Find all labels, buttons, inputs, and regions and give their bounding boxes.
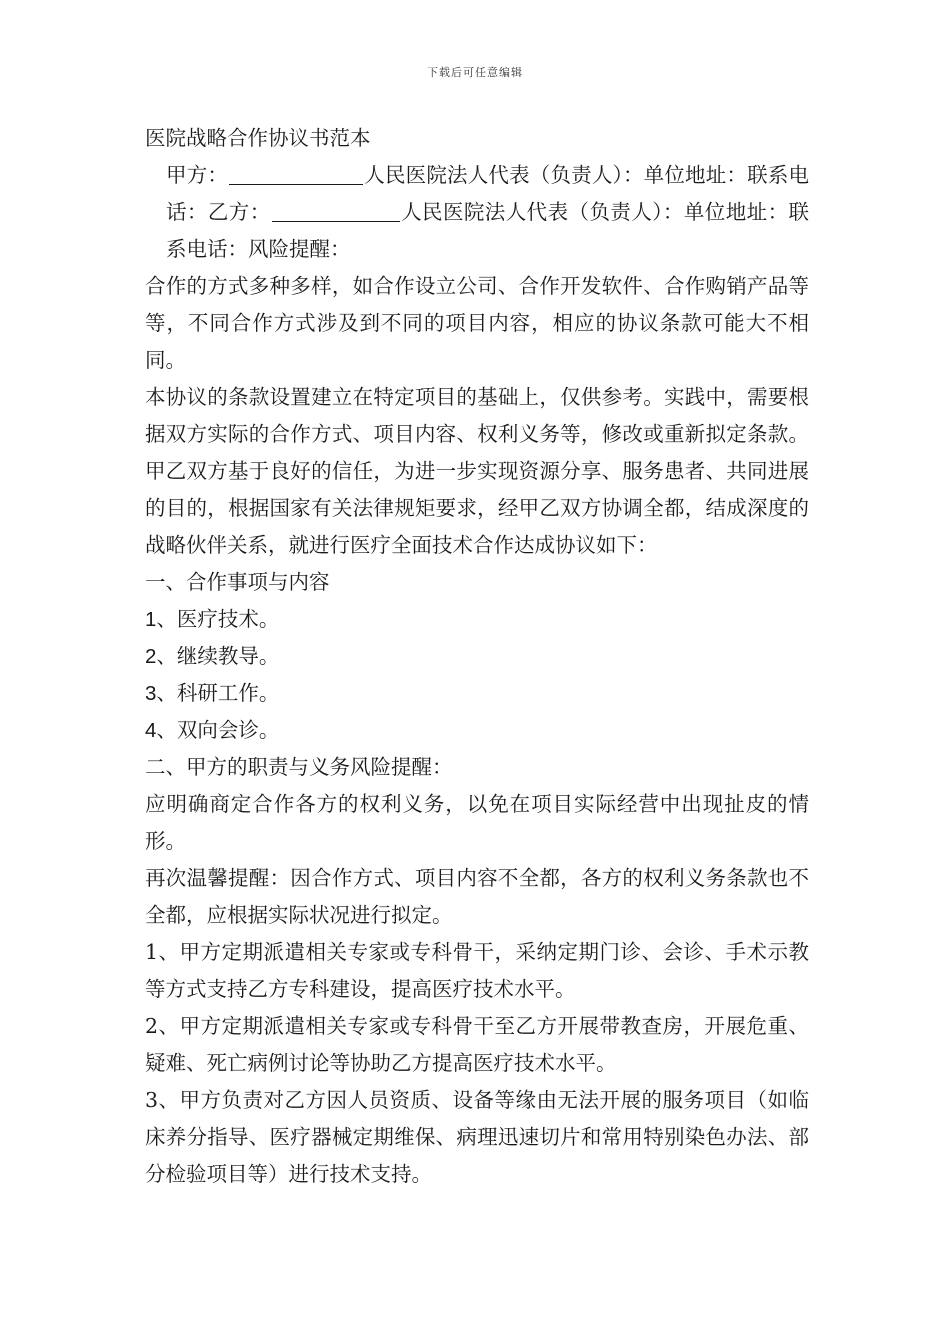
party-b-details: 人民医院法人代表（负责人）：单位地址：联系电话：风险提醒： [166,200,810,261]
list-item: 2、继续教导。 [145,645,280,668]
paragraph: 本协议的条款设置建立在特定项目的基础上，仅供参考。实践中，需要根据双方实际的合作方式、项目内容、权利义务等，修改或重新拟定条款。 甲乙双方基于良好的信任，为进一步实现资源分享、服务患者、共同进展的目的，根据国家有关法律规矩要求，经甲乙双方协调全都，结成深度的战略伙伴关系，就进行医疗全面技术合作达成协议如下： [145,385,809,557]
party-b-blank [272,199,400,222]
party-a-blank [229,162,363,185]
list-item: 1、甲方定期派遣相关专家或专科骨干，采纳定期门诊、会诊、手术示教等方式支持乙方专科建设，提高医疗技术水平。 [145,940,809,1001]
list-item: 3、科研工作。 [145,682,280,705]
list-item: 2、甲方定期派遣相关专家或专科骨干至乙方开展带教查房，开展危重、疑难、死亡病例讨论等协助乙方提高医疗技术水平。 [145,1014,809,1075]
party-info [145,157,809,268]
paragraph: 合作的方式多种多样，如合作设立公司、合作开发软件、合作购销产品等等，不同合作方式涉及到不同的项目内容，相应的协议条款可能大不相同。 [145,274,809,372]
document-body [145,120,809,1193]
list-item: 4、双向会诊。 [145,719,280,742]
page-header: 下载后可任意编辑 [427,66,523,79]
party-a-details: 人民医院法人代表（负责人）：单位地址：联系电话：乙方： [166,163,810,224]
section-heading: 二、甲方的职责与义务风险提醒： [145,755,453,779]
document-title: 医院战略合作协议书范本 [145,126,371,150]
list-item: 1、医疗技术。 [145,608,280,631]
section-heading: 一、合作事项与内容 [145,570,330,594]
list-item: 3、甲方负责对乙方因人员资质、设备等缘由无法开展的服务项目（如临床养分指导、医疗器械定期维保、病理迅速切片和常用特别染色办法、部分检验项目等）进行技术支持。 [145,1088,809,1186]
party-a-label: 甲方： [166,163,229,187]
paragraph: 再次温馨提醒：因合作方式、项目内容不全都，各方的权利义务条款也不全都，应根据实际状况进行拟定。 [145,866,809,927]
paragraph: 应明确商定合作各方的权利义务，以免在项目实际经营中出现扯皮的情形。 [145,792,809,853]
